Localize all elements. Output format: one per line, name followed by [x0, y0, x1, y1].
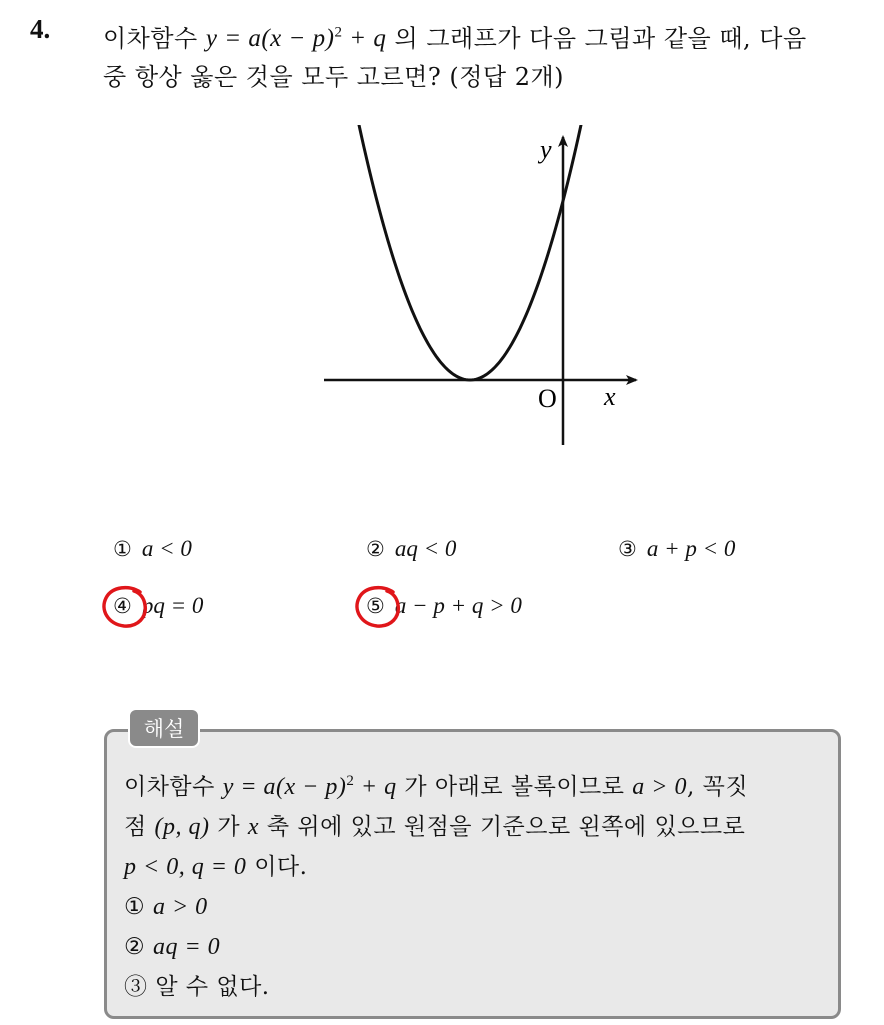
- choice-1-number: ①: [113, 537, 132, 561]
- explanation-tag: 해설: [128, 708, 200, 748]
- explanation-line-3: p < 0, q = 0 이다.: [124, 854, 308, 880]
- question-line-1: [103, 14, 873, 58]
- explanation-line-1: 이차함수 $y = a(x - p)^2 + q$ 가 아래로 볼록이므로 a > 0, 꼭짓: [124, 773, 749, 800]
- choice-5-expr: a − p + q > 0: [394, 593, 522, 618]
- choice-3-expr: a + p < 0: [646, 536, 736, 561]
- explanation-item-3: ③ 알 수 없다.: [124, 974, 270, 1000]
- answer-mark-circle-4: [100, 584, 152, 630]
- answer-mark-circle-5: [353, 584, 405, 630]
- explanation-text: [124, 761, 834, 1007]
- choice-5-number: ⑤: [366, 594, 385, 618]
- question-text: [103, 14, 873, 96]
- question-number: 4.: [30, 14, 51, 44]
- explanation-item-1: ① a > 0: [124, 894, 208, 920]
- choice-1: [113, 536, 192, 562]
- question-line-2: 중 항상 옳은 것을 모두 고르면? (정답 2개): [103, 63, 565, 92]
- choice-3-number: ③: [618, 537, 637, 561]
- explanation-item-2: ② aq = 0: [124, 934, 221, 960]
- parabola-curve: [352, 125, 594, 380]
- explanation-line-2: 점 (p, q) 가 x 축 위에 있고 원점을 기준으로 왼쪽에 있으므로: [124, 814, 746, 840]
- origin-label: O: [538, 384, 557, 413]
- choice-2: [366, 536, 456, 562]
- question-line-1-post: 의 그래프가 다음 그림과 같을 때, 다음: [394, 24, 807, 53]
- choice-2-expr: aq < 0: [394, 536, 457, 561]
- x-axis-label: x: [604, 382, 616, 411]
- question-line-1-pre: 이차함수: [103, 24, 198, 53]
- choice-4-expr: pq = 0: [141, 593, 204, 618]
- choice-2-number: ②: [366, 537, 385, 561]
- question-formula: $y = a(x - p)^2 + q$: [205, 25, 387, 53]
- choice-4-number: ④: [113, 594, 132, 618]
- choice-1-expr: a < 0: [141, 536, 192, 561]
- choice-3: [618, 536, 735, 562]
- parabola-graph: [310, 125, 650, 455]
- y-axis-label: y: [540, 135, 552, 164]
